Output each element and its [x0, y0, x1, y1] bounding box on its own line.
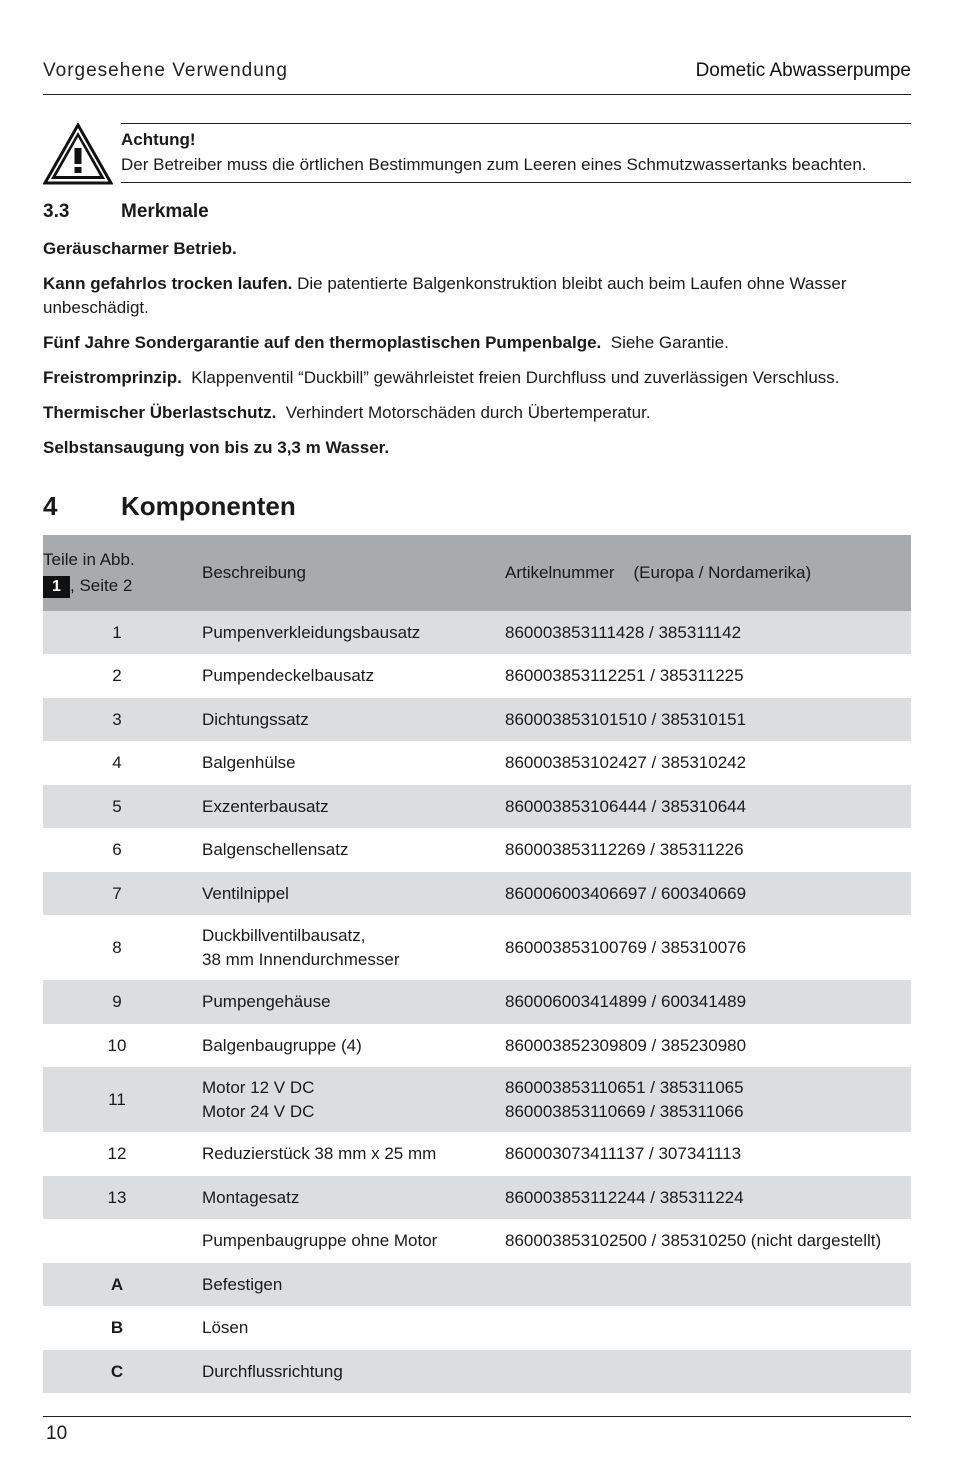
- column-header-description: [191, 535, 494, 611]
- feature-bold: Selbstansaugung von bis zu 3,3 m Wasser.: [43, 438, 390, 457]
- part-cell: 5: [43, 785, 191, 828]
- part-cell: 12: [43, 1132, 191, 1176]
- part-cell: 6: [43, 828, 191, 872]
- part-cell: C: [43, 1350, 191, 1393]
- feature-bold: Thermischer Überlastschutz.: [43, 403, 277, 422]
- table-row: [43, 654, 911, 698]
- header-description-label: Beschreibung: [202, 563, 306, 582]
- feature-item: [43, 331, 913, 355]
- header-article-note: (Europa / Nordamerika): [633, 563, 812, 582]
- part-cell: 8: [43, 915, 191, 980]
- part-cell: 2: [43, 654, 191, 698]
- article-cell: [494, 1067, 911, 1132]
- figure-badge: 1: [43, 576, 70, 598]
- description-cell: Befestigen: [191, 1263, 494, 1306]
- table-row: [43, 1306, 911, 1350]
- components-table: [43, 535, 911, 1393]
- table-row: [43, 1350, 911, 1393]
- article-cell: 860003853112251 / 385311225: [494, 654, 911, 698]
- article-cell: 860003853102500 / 385310250 (nicht dargestellt): [494, 1219, 911, 1263]
- column-header-article: [494, 535, 911, 611]
- warning-title: Achtung!: [121, 130, 196, 149]
- table-row: [43, 980, 911, 1024]
- article-cell: 860003853106444 / 385310644: [494, 785, 911, 828]
- description-cell: Ventilnippel: [191, 872, 494, 915]
- table-row: [43, 1132, 911, 1176]
- article-cell: [494, 1306, 911, 1350]
- feature-bold: Geräuscharmer Betrieb.: [43, 239, 237, 258]
- header-article-label: Artikelnummer: [505, 563, 615, 582]
- part-cell: 3: [43, 698, 191, 741]
- feature-text: Verhindert Motorschäden durch Übertemperatur.: [276, 403, 651, 422]
- part-cell: 11: [43, 1067, 191, 1132]
- feature-item: [43, 272, 863, 320]
- table-header-row: [43, 535, 911, 611]
- part-cell: 13: [43, 1176, 191, 1219]
- part-cell: 4: [43, 741, 191, 785]
- article-cell: 860003853101510 / 385310151: [494, 698, 911, 741]
- feature-bold: Fünf Jahre Sondergarantie auf den thermoplastischen Pumpenbalge.: [43, 333, 602, 352]
- description-cell: Pumpengehäuse: [191, 980, 494, 1024]
- description-cell: [191, 1067, 494, 1132]
- section-title: Komponenten: [121, 491, 296, 521]
- article-line: 860003853110651 / 385311065: [505, 1077, 744, 1097]
- feature-item: [43, 401, 913, 425]
- feature-text: Siehe Garantie.: [601, 333, 729, 352]
- article-cell: [494, 1263, 911, 1306]
- section-title: Merkmale: [121, 201, 209, 222]
- part-cell: 7: [43, 872, 191, 915]
- article-cell: 860006003406697 / 600340669: [494, 872, 911, 915]
- header-part-line2: , Seite 2: [70, 576, 133, 595]
- page-header: [43, 58, 911, 95]
- section-number: 3.3: [43, 201, 70, 222]
- article-line: 860003853110669 / 385311066: [505, 1101, 744, 1121]
- description-cell: Dichtungssatz: [191, 698, 494, 741]
- article-cell: 860003853112244 / 385311224: [494, 1176, 911, 1219]
- article-cell: 860003853111428 / 385311142: [494, 611, 911, 654]
- table-row: [43, 698, 911, 741]
- warning-notice: [43, 123, 911, 185]
- description-line: Motor 24 V DC: [202, 1101, 315, 1121]
- warning-text: Der Betreiber muss die örtlichen Bestimmungen zum Leeren eines Schmutzwassertanks beachten.: [121, 155, 867, 174]
- article-cell: 860006003414899 / 600341489: [494, 980, 911, 1024]
- part-cell: B: [43, 1306, 191, 1350]
- part-cell: 9: [43, 980, 191, 1024]
- part-cell: A: [43, 1263, 191, 1306]
- feature-bold: Kann gefahrlos trocken laufen.: [43, 274, 293, 293]
- part-cell: 10: [43, 1024, 191, 1067]
- description-line: Duckbillventilbausatz,: [202, 925, 366, 945]
- article-cell: 860003853112269 / 385311226: [494, 828, 911, 872]
- table-row: [43, 915, 911, 980]
- warning-box: [121, 123, 911, 183]
- article-cell: 860003853102427 / 385310242: [494, 741, 911, 785]
- description-cell: Balgenhülse: [191, 741, 494, 785]
- table-row: [43, 828, 911, 872]
- article-cell: 860003853100769 / 385310076: [494, 915, 911, 980]
- table-row: [43, 1219, 911, 1263]
- part-cell: [43, 1219, 191, 1263]
- article-cell: 860003852309809 / 385230980: [494, 1024, 911, 1067]
- table-row: [43, 741, 911, 785]
- feature-item: [43, 436, 913, 460]
- description-line: Motor 12 V DC: [202, 1077, 315, 1097]
- header-product-name: Dometic Abwasserpumpe: [695, 60, 911, 81]
- table-row: [43, 785, 911, 828]
- feature-bold: Freistromprinzip.: [43, 368, 182, 387]
- column-header-part: [43, 535, 191, 611]
- description-cell: Lösen: [191, 1306, 494, 1350]
- article-cell: 860003073411137 / 307341113: [494, 1132, 911, 1176]
- description-cell: Durchflussrichtung: [191, 1350, 494, 1393]
- part-cell: 1: [43, 611, 191, 654]
- description-cell: Pumpendeckelbausatz: [191, 654, 494, 698]
- feature-item: [43, 237, 913, 261]
- description-line: 38 mm Innendurchmesser: [202, 949, 400, 969]
- description-cell: Balgenschellensatz: [191, 828, 494, 872]
- article-cell: [494, 1350, 911, 1393]
- table-row: [43, 1176, 911, 1219]
- warning-triangle-icon: [43, 123, 113, 185]
- header-section-title: Vorgesehene Verwendung: [43, 60, 288, 81]
- table-row: [43, 1024, 911, 1067]
- feature-text: Die patentierte Balgenkonstruktion bleibt auch beim Laufen ohne Wasser unbeschädigt.: [43, 274, 847, 317]
- table-row: [43, 872, 911, 915]
- section-number: 4: [43, 491, 58, 521]
- table-row: [43, 1067, 911, 1132]
- header-part-line1: Teile in Abb.: [43, 550, 135, 569]
- description-cell: Pumpenbaugruppe ohne Motor: [191, 1219, 494, 1263]
- description-cell: Montagesatz: [191, 1176, 494, 1219]
- table-row: [43, 1263, 911, 1306]
- description-cell: Reduzierstück 38 mm x 25 mm: [191, 1132, 494, 1176]
- page-number: 10: [46, 1423, 68, 1444]
- description-cell: Pumpenverkleidungsbausatz: [191, 611, 494, 654]
- feature-item: [43, 366, 913, 390]
- feature-text: Klappenventil “Duckbill” gewährleistet freien Durchfluss und zuverlässigen Verschluss.: [181, 368, 840, 387]
- page-footer: [43, 1416, 911, 1444]
- table-row: [43, 611, 911, 654]
- description-cell: Exzenterbausatz: [191, 785, 494, 828]
- description-cell: Balgenbaugruppe (4): [191, 1024, 494, 1067]
- description-cell: [191, 915, 494, 980]
